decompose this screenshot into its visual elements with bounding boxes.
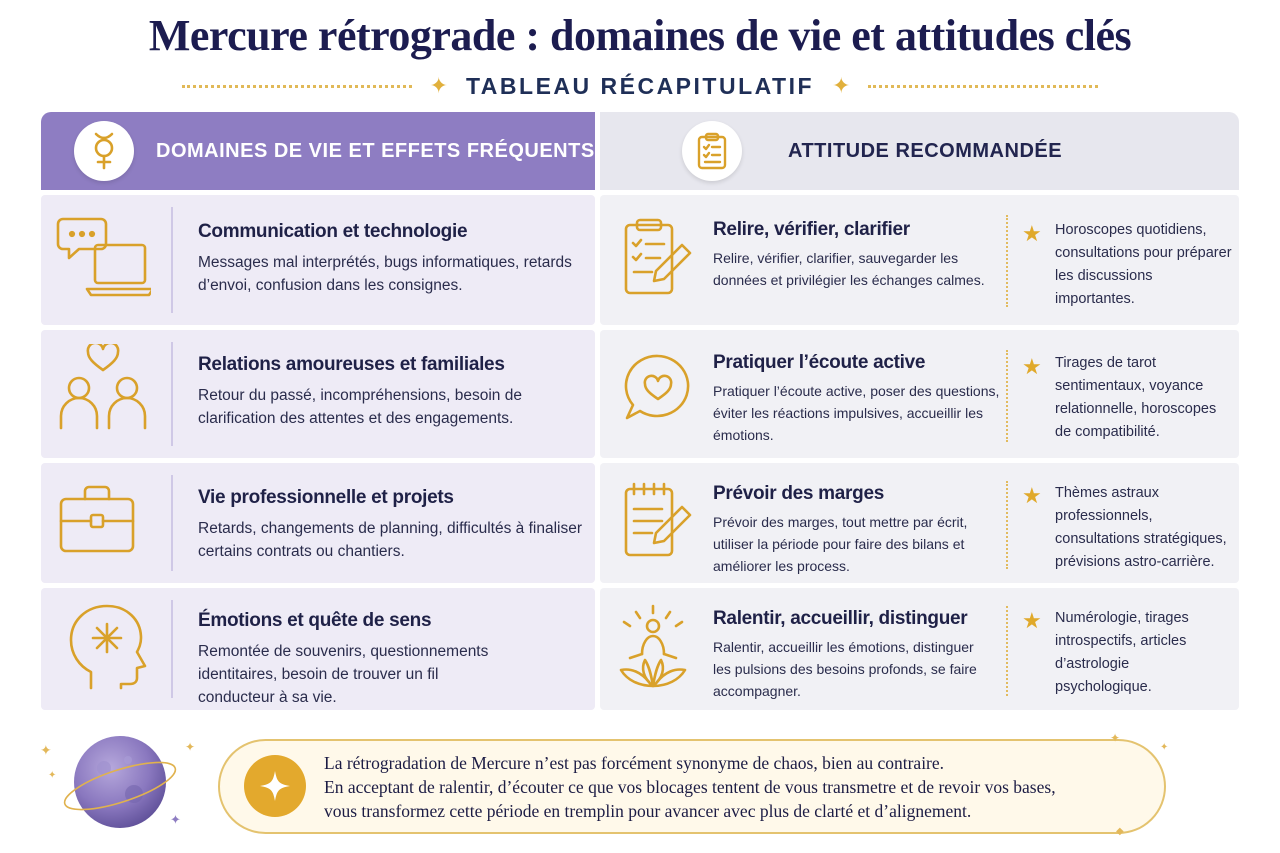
star-icon: ★	[1022, 608, 1042, 633]
attitude-cell-listen	[600, 330, 1239, 458]
sparkle-icon: ◆	[1116, 826, 1124, 837]
domain-cell-relations	[41, 330, 595, 458]
star-icon: ★	[1022, 354, 1042, 379]
head-star-icon	[63, 602, 147, 697]
quote-line: vous transformez cette période en tremplin pour avancer avec plus de clarté et d’alignement.	[324, 801, 972, 821]
divider	[171, 600, 173, 698]
attitude-description: Relire, vérifier, clarifier, sauvegarder les données et privilégier les échanges calmes.	[713, 250, 985, 288]
header-domains	[41, 112, 595, 190]
quote-line: La rétrogradation de Mercure n’est pas forcément synonyme de chaos, bien au contraire.	[324, 753, 945, 773]
header-attitude-label: ATTITUDE RECOMMANDÉE	[788, 139, 1063, 162]
subtitle-row	[0, 70, 1280, 102]
sparkle-icon: ✦	[1160, 742, 1169, 753]
domain-description: Messages mal interprétés, bugs informatiques, retards d’envoi, confusion dans les consignes.	[198, 254, 572, 294]
attitude-cell-slow-down	[600, 588, 1239, 710]
clipboard-checklist-icon	[682, 121, 742, 181]
domain-title: Relations amoureuses et familiales	[198, 354, 505, 375]
quote-text	[324, 751, 1164, 823]
attitude-description: Pratiquer l’écoute active, poser des questions, éviter les réactions impulsives, accueillir les émotions.	[713, 383, 1000, 443]
mercury-symbol-icon	[74, 121, 134, 181]
attitude-description: Prévoir des marges, tout mettre par écrit, utiliser la période pour faire des bilans et améliorer les process.	[713, 514, 968, 574]
checklist-pencil-icon	[622, 217, 694, 304]
domain-title: Vie professionnelle et projets	[198, 487, 454, 508]
domain-description: Retards, changements de planning, difficultés à finaliser certains contrats ou chantiers.	[198, 520, 582, 560]
domain-title: Émotions et quête de sens	[198, 610, 432, 631]
dotted-divider	[1006, 481, 1008, 569]
planet-mercury-icon	[60, 728, 178, 836]
briefcase-icon	[55, 481, 139, 566]
subtitle: TABLEAU RÉCAPITULATIF	[465, 72, 815, 99]
services-text: Tirages de tarot sentimentaux, voyance relationnelle, horoscopes de compatibilité.	[1055, 355, 1217, 440]
sparkle-icon: ✦	[170, 812, 181, 827]
services-text: Horoscopes quotidiens, consultations pour préparer les discussions importantes.	[1055, 222, 1232, 307]
quote-line: En acceptant de ralentir, d’écouter ce que vos blocages tentent de vous transmetre et de revoir vos bases,	[324, 777, 1056, 797]
attitude-description: Ralentir, accueillir les émotions, distinguer les pulsions des besoins profonds, se faire accompagner.	[713, 639, 977, 699]
sparkle-icon: ✦	[1110, 731, 1121, 745]
quote-box	[218, 739, 1169, 834]
services-text: Numérologie, tirages introspectifs, articles d’astrologie psychologique.	[1055, 610, 1189, 695]
star-icon: ★	[1022, 483, 1042, 508]
dotted-divider	[1006, 350, 1008, 442]
domain-description: Retour du passé, incompréhensions, besoin de clarification des attentes et des engagements.	[198, 387, 522, 427]
sparkle-icon: ✦	[832, 73, 851, 98]
dotted-divider	[1006, 215, 1008, 307]
header-domains-label: DOMAINES DE VIE ET EFFETS FRÉQUENTS	[156, 139, 595, 162]
dotted-divider-left	[182, 85, 412, 88]
sparkle-icon: ✦	[48, 770, 57, 781]
sparkle-icon: ✦	[429, 73, 448, 98]
divider	[171, 342, 173, 446]
notepad-pencil-icon	[622, 481, 694, 566]
domain-description: Remontée de souvenirs, questionnements identitaires, besoin de trouver un fil conducteur à sa vie.	[198, 643, 489, 706]
couple-heart-icon	[55, 344, 151, 439]
domain-title: Communication et technologie	[198, 221, 468, 242]
heart-speech-bubble-icon	[622, 352, 694, 429]
sparkle-icon: ✦	[185, 740, 196, 754]
attitude-title: Prévoir des marges	[713, 483, 884, 504]
meditation-lotus-icon	[614, 604, 692, 697]
divider	[171, 207, 173, 313]
attitude-cell-verify	[600, 195, 1239, 325]
dotted-divider	[1006, 606, 1008, 696]
divider	[171, 475, 173, 571]
attitude-title: Pratiquer l’écoute active	[713, 352, 926, 373]
sparkle-icon: ✦	[40, 742, 52, 758]
chat-laptop-icon	[55, 213, 151, 308]
attitude-title: Relire, vérifier, clarifier	[713, 219, 910, 240]
domain-cell-communication	[41, 195, 595, 325]
attitude-title: Ralentir, accueillir, distinguer	[713, 608, 968, 629]
star-icon: ★	[1022, 221, 1042, 246]
page-title: Mercure rétrograde : domaines de vie et attitudes clés	[148, 11, 1132, 60]
sparkle-star-icon	[244, 755, 306, 817]
header-attitude	[600, 112, 1239, 190]
domain-cell-professional	[41, 463, 595, 583]
domain-cell-emotions	[41, 588, 595, 710]
services-text: Thèmes astraux professionnels, consultations stratégiques, prévisions astro-carrière.	[1055, 485, 1227, 570]
dotted-divider-right	[868, 85, 1098, 88]
attitude-cell-margins	[600, 463, 1239, 583]
